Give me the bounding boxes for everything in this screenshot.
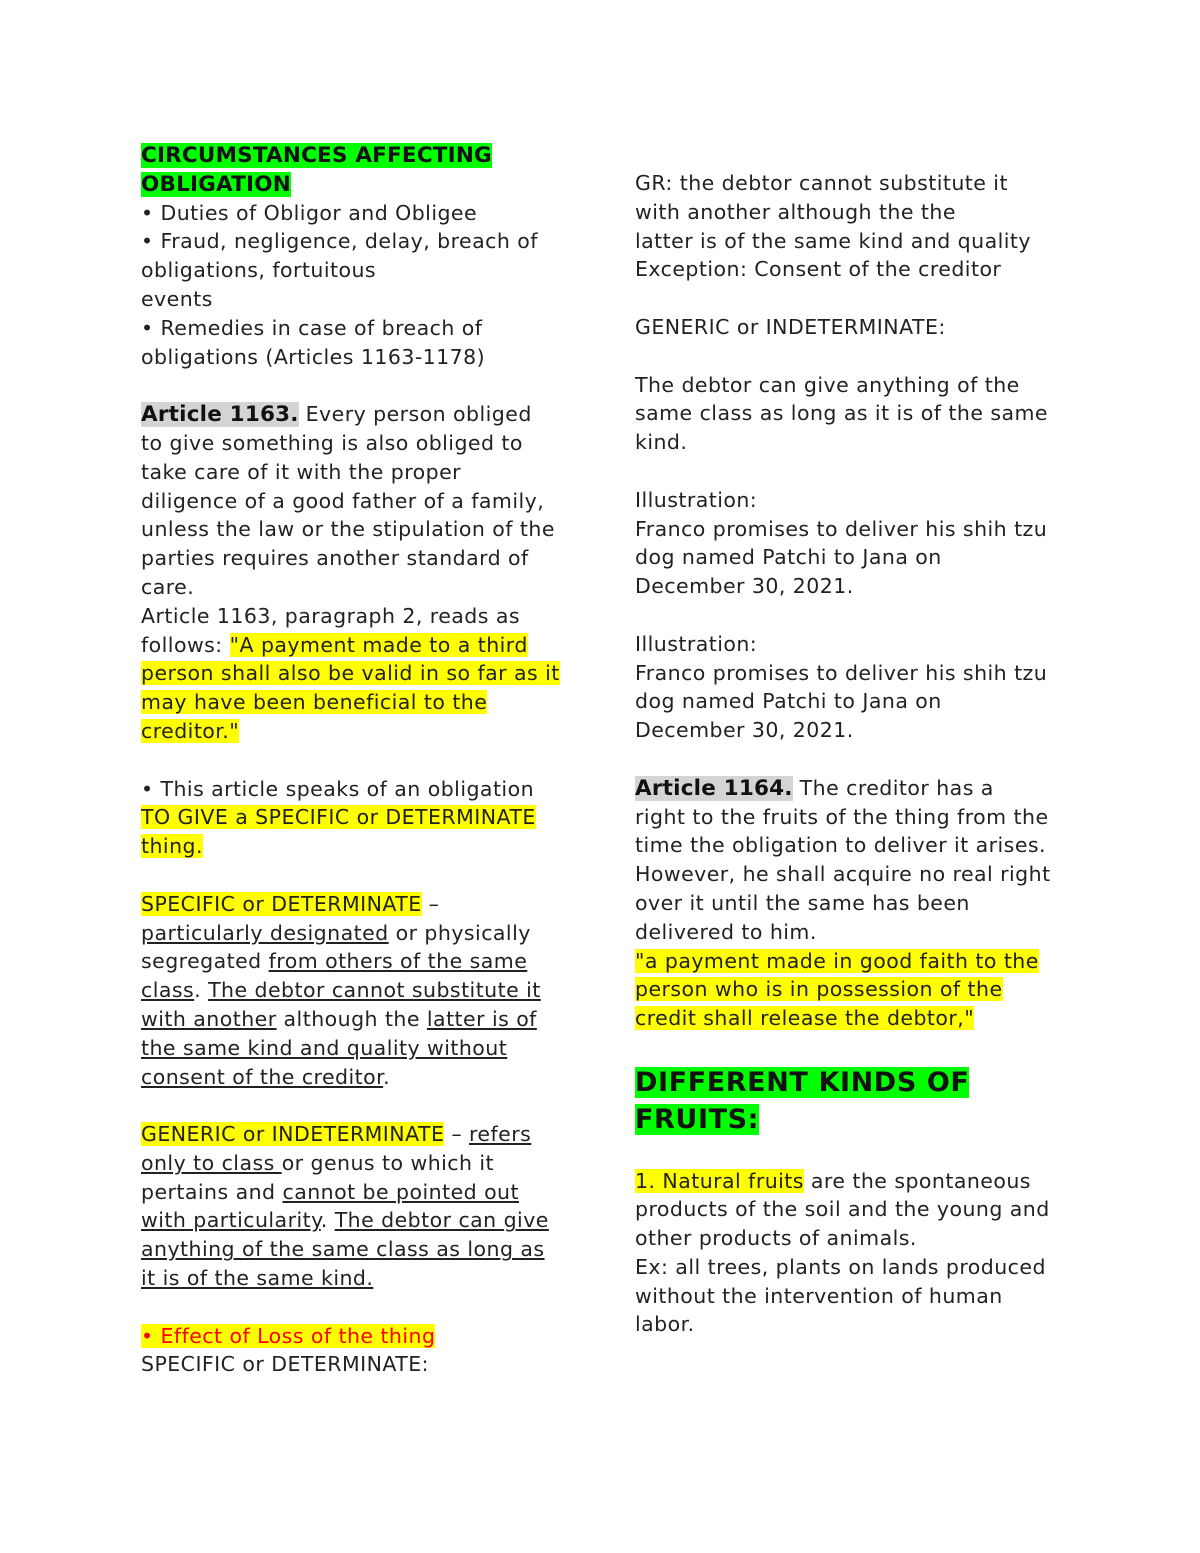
fruits-heading: DIFFERENT KINDS OF xyxy=(635,1066,970,1098)
generic-definition: GENERIC or INDETERMINATE – refers xyxy=(141,1122,532,1147)
left-column: CIRCUMSTANCES AFFECTING OBLIGATION • Duties of Obligor and Obligee • Fraud, negligence, delay, breach of obligations, fortuitous events • Remedies in case of breach of obligations (Articles 1163-1178) Article 1163. Every person obliged to give something is also obliged to take care of it with the proper diligence of a good father of a family, unless the law or the stipulation of the parties requires another standard of care. Article 1163, paragraph 2, reads as follows: "A payment made to a third person shall also be valid in so far as it may have been beneficial to the creditor." • This article speaks of an obligation TO GIVE a SPECIFIC or DETERMINATE thing. SPECIFIC or DETERMINATE – particularly designated or physically segregated from others of the same class. The debtor cannot substitute it with another although the latter is of the same kind and quality without consent of the creditor. GENERIC or INDETERMINATE – refers only to class or genus to which it pertains and cannot be pointed out with particularity. The debtor can give anything of the same class as long as it is of the same kind. • Effect of Loss of the thing SPECIFIC or DETERMINATE: xyxy=(141,141,581,1379)
effect-subheading: SPECIFIC or DETERMINATE: xyxy=(141,1352,429,1377)
bullet-item: • Duties of Obligor and Obligee xyxy=(141,200,478,225)
bullet-continuation: obligations, fortuitous xyxy=(141,258,377,283)
right-column: GR: the debtor cannot substitute it with another although the the latter is of the same kind and quality Exception: Consent of the creditor GENERIC or INDETERMINATE: The debtor can give anything of the same class as long as it is of the same kind. Illustration: Franco promises to deliver his shih tzu dog named Patchi to Jana on December 30, 2021. Illustration: Franco promises to deliver his shih tzu dog named Patchi to Jana on December 30, 2021. Article 1164. The creditor has a right to the fruits of the thing from the time the obligation to deliver it arises. However, he shall acquire no real right over it until the same has been delivered to him. "a payment made in good faith to the person who is in possession of the credit shall release the debtor," DIFFERENT KINDS OF FRUITS: 1. Natural fruits are the spontaneous products of the soil and the young and other products of animals. Ex: all trees, plants on lands produced without the intervention of human labor. xyxy=(635,169,1075,1339)
effect-heading: • Effect of Loss of the thing xyxy=(141,1323,436,1348)
illustration-label: Illustration: xyxy=(635,487,758,512)
article-1164: Article 1164. The creditor has a xyxy=(635,775,994,801)
illustration-label: Illustration: xyxy=(635,631,758,656)
article-1163: Article 1163. Every person obliged xyxy=(141,402,532,428)
generic-heading: GENERIC or INDETERMINATE: xyxy=(635,314,946,339)
bullet-item: • This article speaks of an obligation xyxy=(141,776,535,801)
bullet-continuation: events xyxy=(141,286,213,311)
highlighted-quote: "A payment made to a third xyxy=(229,632,528,657)
article-label: Article 1163. xyxy=(141,402,299,428)
bullet-item: • Remedies in case of breach of xyxy=(141,315,483,340)
section-heading: CIRCUMSTANCES AFFECTING xyxy=(141,143,492,168)
bullet-item: • Fraud, negligence, delay, breach of xyxy=(141,229,538,254)
specific-definition: SPECIFIC or DETERMINATE – xyxy=(141,891,440,916)
highlighted-quote: "a payment made in good faith to the xyxy=(635,948,1039,973)
natural-fruits: 1. Natural fruits are the spontaneous xyxy=(635,1168,1031,1193)
bullet-continuation: obligations (Articles 1163-1178) xyxy=(141,344,486,369)
article-label: Article 1164. xyxy=(635,775,793,801)
